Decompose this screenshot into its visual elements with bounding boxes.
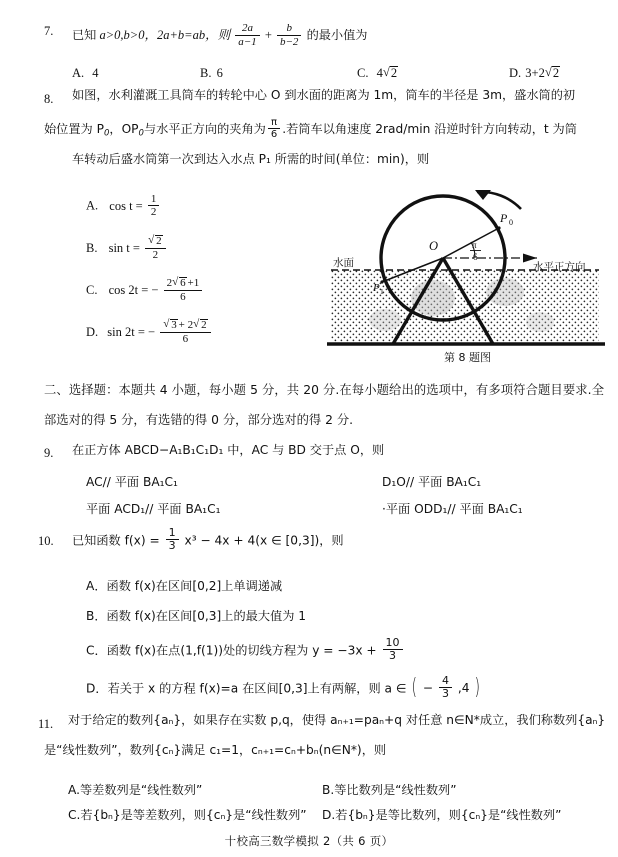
q8-option-d-num: √ 3 + 2 √ 2 xyxy=(160,319,210,333)
q11-option-b-text: B.等比数列是“线性数列” xyxy=(322,783,457,797)
q8-option-c-num: 2 √ 6 +1 xyxy=(164,277,203,291)
question-7-number: 7. xyxy=(44,24,54,38)
q10-frac-den: 3 xyxy=(168,539,176,553)
q7-option-b-label: B. xyxy=(200,66,212,80)
q10-stem-post: x³ − 4x + 4(x ∈ [0,3])，则 xyxy=(184,533,344,548)
water-wheel-diagram xyxy=(325,186,610,361)
q8-option-c[interactable] xyxy=(86,278,204,304)
q9-option-c[interactable] xyxy=(86,500,220,517)
q9-option-d[interactable] xyxy=(382,500,523,517)
q10-frac-num: 1 xyxy=(166,527,179,540)
q10-option-d-text: D．若关于 x 的方程 f(x)=a 在区间[0,3]上有两解，则 a ∈ xyxy=(86,681,407,696)
q9-option-a[interactable] xyxy=(86,473,178,490)
q10-option-c-num: 10 xyxy=(383,637,403,650)
q7-option-b-text: 6 xyxy=(216,66,223,80)
q8-option-b-lhs: sin t = xyxy=(108,240,140,255)
q8-option-b-num: √ 2 xyxy=(145,235,166,249)
q9-option-b[interactable] xyxy=(382,473,481,490)
question-10-stem xyxy=(72,528,604,554)
q7-stem-post: 的最小值为 xyxy=(306,28,368,42)
q7-fraction-2 xyxy=(277,22,301,48)
q7-plus-operator: + xyxy=(264,28,272,42)
q8-option-a-fraction xyxy=(148,193,160,219)
q8-option-c-lhs: cos 2t = xyxy=(108,282,149,297)
water-shadow-3 xyxy=(369,309,401,331)
question-11-options-row2 xyxy=(68,806,608,826)
q8-option-a-lhs: cos t = xyxy=(109,198,143,213)
q7-option-a-label: A. xyxy=(72,66,85,80)
q8-line2-a: 始位置为 P xyxy=(44,122,104,137)
q7-frac2-numerator: b xyxy=(277,22,301,35)
q11-option-c-text: C.若{bₙ}是等差数列，则{cₙ}是“线性数列” xyxy=(68,808,307,822)
q7-option-d-radical: √ 2 xyxy=(545,66,560,81)
section-2-heading: 二、选择题：本题共 4 小题，每小题 5 分，共 20 分.在每小题给出的选项中，有多项符合题目要求.全部选对的得 5 分，有选错的得 0 分，部分选对的得 2 分. xyxy=(44,383,604,427)
question-10-number: 10. xyxy=(38,534,54,548)
q8-option-d-lhs: sin 2t = xyxy=(107,324,145,339)
q9-option-b-text: D₁O// 平面 BA₁C₁ xyxy=(382,475,482,489)
q10-fraction xyxy=(166,527,179,553)
q8-line2-b: ，OP xyxy=(109,122,139,137)
q10-option-c[interactable] xyxy=(86,638,604,664)
q8-option-d-fraction xyxy=(160,319,210,345)
q7-fraction-1 xyxy=(235,22,259,48)
q8-option-d-sign: − xyxy=(148,324,156,339)
question-9-number: 9. xyxy=(44,446,54,460)
q9-option-c-text: 平面 ACD₁// 平面 BA₁C₁ xyxy=(86,502,221,516)
q11-option-a[interactable] xyxy=(68,781,202,798)
water-shadow-1 xyxy=(411,280,455,316)
question-8-figure xyxy=(325,186,610,364)
q10-option-c-text: C．函数 f(x)在点(1,f(1))处的切线方程为 y = −3x + xyxy=(86,643,377,658)
q8-line2-c: 与水平正方向的夹角为 xyxy=(143,122,266,137)
q9-option-d-text: ·平面 ODD₁// 平面 BA₁C₁ xyxy=(382,502,523,516)
figure-label-p0-sub: 0 xyxy=(509,218,513,227)
q8-option-b-den: 2 xyxy=(152,248,159,261)
question-8-number: 8. xyxy=(44,92,54,106)
q8-line2-d: .若筒车以角速度 2rad/min 沿逆时针方向转动，t 为筒 xyxy=(282,122,577,137)
q8-option-c-label: C. xyxy=(86,282,98,297)
q7-option-c-radical: √ 2 xyxy=(383,66,398,81)
q11-option-c[interactable] xyxy=(68,806,307,823)
figure-label-p0: P xyxy=(500,211,508,225)
q8-option-c-sign: − xyxy=(151,282,159,297)
q8-option-d-den: 6 xyxy=(182,332,189,345)
q8-option-b-fraction xyxy=(145,235,166,261)
point-p0-marker xyxy=(497,226,500,229)
q7-stem-pre: 已知 xyxy=(72,28,97,42)
figure-label-p1-sub: 1 xyxy=(380,287,384,296)
figure-label-p1: P xyxy=(373,282,380,294)
q10-interval-den: 3 xyxy=(441,687,449,701)
rotation-arrowhead xyxy=(475,190,491,200)
figure-label-water: 水面 xyxy=(333,257,354,269)
question-9-options-row2 xyxy=(72,500,608,522)
page-footer: 十校高三数学模拟 2（共 6 页） xyxy=(224,834,394,848)
figure-angle-denominator: 6 xyxy=(473,252,478,262)
question-8-line3: 车转动后盛水筒第一次到达入水点 P₁ 所需的时间(单位：min)，则 xyxy=(72,152,430,166)
q10-option-d[interactable] xyxy=(86,676,604,702)
question-11-number: 11. xyxy=(38,717,54,731)
q7-option-b[interactable] xyxy=(200,66,223,81)
q10-option-c-fraction xyxy=(383,637,403,663)
q10-interval-open-paren: ( xyxy=(412,674,418,700)
q8-option-a-label: A. xyxy=(86,198,99,213)
figure-label-center: O xyxy=(429,239,439,253)
water-shadow-4 xyxy=(526,312,554,332)
q11-option-b[interactable] xyxy=(322,781,457,798)
q10-interval-fraction xyxy=(439,675,452,701)
question-11-options-row1 xyxy=(68,781,608,801)
q10-option-c-den: 3 xyxy=(389,649,397,663)
q10-interval-negative: − xyxy=(422,681,434,696)
q7-option-c-text: 4 √ 2 xyxy=(377,66,399,80)
question-8-line1: 如图，水利灌溉工具筒车的转轮中心 O 到水面的距离为 1m，筒车的半径是 3m，盛水筒的初 xyxy=(72,88,576,102)
q8-option-c-fraction xyxy=(164,277,203,303)
q7-condition: a>0,b>0，2a+b=ab，则 xyxy=(99,28,231,42)
question-8-line2: 始位置为 $P_0$，$OP_0$与水平正方向的夹角为 $\frac{\pi}{6}$ .若筒车以角速度 2rad/min 沿逆时针方向转动，t 为筒 xyxy=(44,117,577,141)
q8-angle-den: 6 xyxy=(270,129,278,141)
q7-frac2-denominator: b−2 xyxy=(280,35,299,48)
question-9-options-row1 xyxy=(72,473,608,495)
q7-option-d-label: D. xyxy=(509,66,522,80)
question-11-line1: 对于给定的数列{aₙ}，如果存在实数 p,q，使得 aₙ₊₁=paₙ+q 对任意 n∈N*成立，我们称数列{aₙ} xyxy=(68,713,606,727)
question-7-stem xyxy=(72,20,604,50)
q10-interval-upper: ,4 xyxy=(457,681,470,696)
q10-interval-num: 4 xyxy=(439,675,452,688)
q8-option-b-label: B. xyxy=(86,240,98,255)
q11-option-d[interactable] xyxy=(322,806,562,823)
q7-option-a-text: 4 xyxy=(92,66,99,80)
q8-option-b[interactable] xyxy=(86,236,168,262)
q8-angle-num: π xyxy=(268,117,280,129)
q7-option-d-text: 3+2 √ 2 xyxy=(525,66,560,80)
q7-frac1-denominator: a−1 xyxy=(238,35,257,48)
q9-option-a-text: AC// 平面 BA₁C₁ xyxy=(86,475,178,489)
point-p1-marker xyxy=(380,280,383,283)
q7-frac1-numerator: 2a xyxy=(235,22,259,35)
q10-option-d-interval xyxy=(410,674,482,701)
water-body xyxy=(331,270,599,345)
question-7-options xyxy=(72,66,608,88)
q10-interval-close-paren: ) xyxy=(474,674,481,700)
figure-caption: 第 8 题图 xyxy=(444,351,491,364)
figure-label-axis: 水平正方向 xyxy=(533,261,586,273)
question-11-line2: 是“线性数列”，数列{cₙ}满足 c₁=1，cₙ₊₁=cₙ+bₙ(n∈N*)，则 xyxy=(44,743,387,757)
q8-option-a-num: 1 xyxy=(148,193,160,206)
q10-option-b[interactable]: B．函数 f(x)在区间[0,3]上的最大值为 1 xyxy=(86,609,307,623)
q8-option-a[interactable] xyxy=(86,194,161,220)
question-9-stem: 在正方体 ABCD−A₁B₁C₁D₁ 中，AC 与 BD 交于点 O，则 xyxy=(72,443,385,457)
q11-option-a-text: A.等差数列是“线性数列” xyxy=(68,783,203,797)
q8-option-c-den: 6 xyxy=(180,290,186,303)
q7-option-c[interactable] xyxy=(357,66,398,81)
q10-stem-pre: 已知函数 f(x) = xyxy=(72,533,160,548)
figure-angle-numerator: π xyxy=(472,240,477,250)
q8-option-a-den: 2 xyxy=(150,206,157,219)
q11-option-d-text: D.若{bₙ}是等比数列，则{cₙ}是“线性数列” xyxy=(322,808,562,822)
q7-option-c-label: C. xyxy=(357,66,369,80)
q7-option-a[interactable] xyxy=(72,66,99,81)
q10-option-a[interactable]: A．函数 f(x)在区间[0,2]上单调递减 xyxy=(86,579,283,593)
q8-option-d[interactable] xyxy=(86,320,213,346)
q8-angle-fraction xyxy=(268,117,280,140)
water-shadow-2 xyxy=(486,278,524,306)
q8-option-d-label: D. xyxy=(86,324,99,339)
q7-option-d[interactable] xyxy=(509,66,560,81)
